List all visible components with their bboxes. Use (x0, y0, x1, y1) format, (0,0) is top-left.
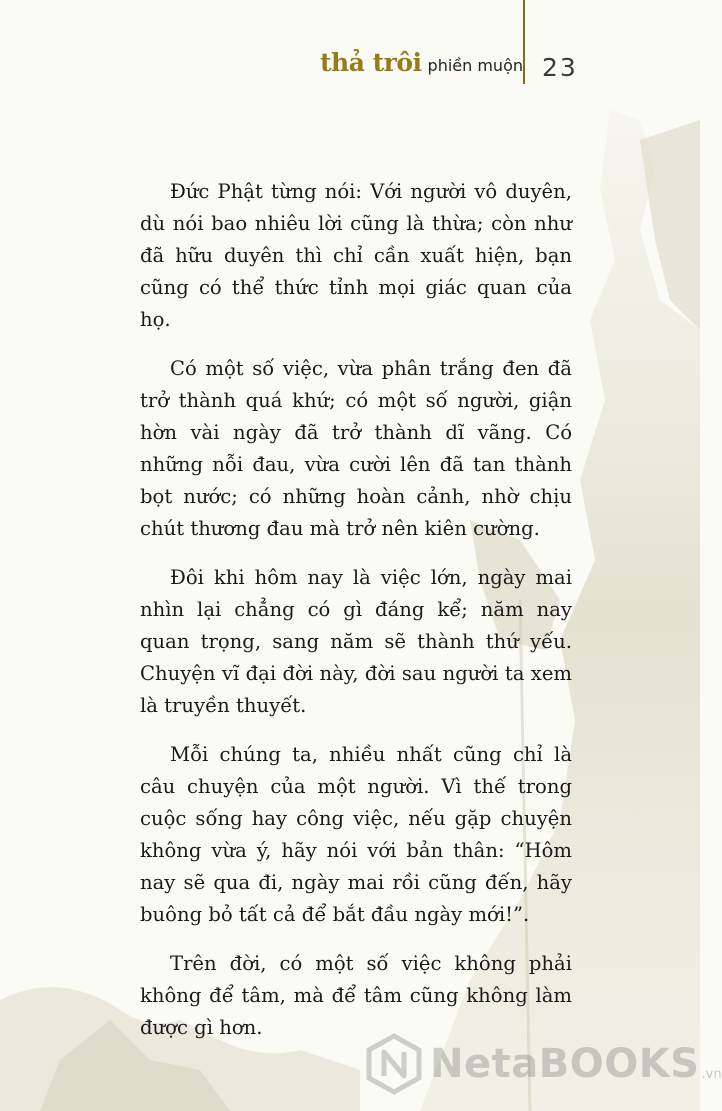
page-number: 23 (542, 53, 578, 82)
paragraph-4: Mỗi chúng ta, nhiều nhất cũng chỉ là câu chuyện của một người. Vì thế trong cuộc sống hay công việc, nếu gặp chuyện không vừa ý, hãy nói với bản thân: “Hôm nay sẽ qua đi, ngày mai rồi cũng đến, hãy buông bỏ tất cả để bắt đầu ngày mới!”. (140, 743, 572, 926)
header-divider (523, 0, 525, 84)
watermark-brand: NetaBOOKS (430, 1041, 700, 1087)
series-title (320, 48, 523, 82)
series-title-sub: phiền muộn (427, 56, 523, 75)
paragraph-5: Trên đời, có một số việc không phải không để tâm, mà để tâm cũng không làm được gì hơn. (140, 952, 572, 1039)
paragraph-1: Đức Phật từng nói: Với người vô duyên, dù nói bao nhiêu lời cũng là thừa; còn như đã hữu duyên thì chỉ cần xuất hiện, bạn cũng có thể thức tỉnh mọi giác quan của họ. (140, 180, 572, 331)
watermark-suffix: .vn (701, 1067, 722, 1082)
paragraph-2: Có một số việc, vừa phân trắng đen đã trở thành quá khứ; có một số người, giận hờn vài ngày đã trở thành dĩ vãng. Có những nỗi đau, vừa cười lên đã tan thành bọt nước; có những hoàn cảnh, nhờ chịu chút thương đau mà trở nên kiên cường. (140, 357, 572, 540)
series-title-main: thả trôi (320, 48, 422, 77)
body-text (140, 176, 572, 1061)
page-header (0, 0, 700, 110)
watermark (366, 1032, 722, 1096)
netabooks-logo-icon (366, 1034, 422, 1094)
paragraph-3: Đôi khi hôm nay là việc lớn, ngày mai nhìn lại chẳng có gì đáng kể; năm nay quan trọng, sang năm sẽ thành thứ yếu. Chuyện vĩ đại đời này, đời sau người ta xem là truyền thuyết. (140, 566, 572, 717)
